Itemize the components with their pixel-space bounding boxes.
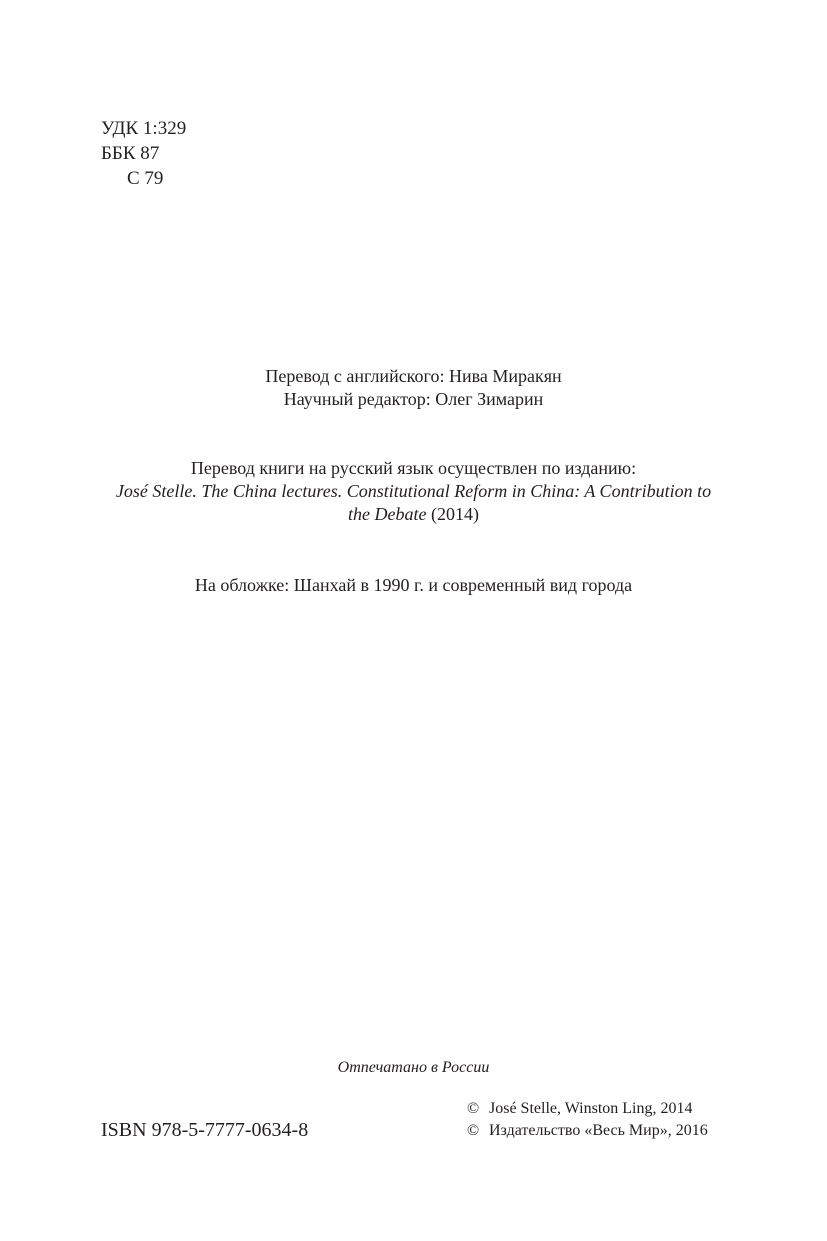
source-title-end: the Debate [348, 504, 427, 524]
source-title-line-2 [80, 503, 747, 526]
translator-credit: Перевод с английского: Нива Миракян [265, 366, 562, 386]
udk-code: УДК 1:329 [101, 118, 187, 139]
classification-codes [101, 116, 186, 191]
source-intro: Перевод книги на русский язык осуществлен по изданию: [190, 458, 637, 478]
editor-credit: Научный редактор: Олег Зимарин [283, 389, 544, 409]
copyright-publisher-text: Издательство «Весь Мир», 2016 [489, 1122, 708, 1139]
copyright-author-text: José Stelle, Winston Ling, 2014 [489, 1100, 693, 1117]
printed-in-note: Отпечатано в России [337, 1059, 490, 1076]
copyright-line-publisher [467, 1120, 708, 1142]
author-mark: С 79 [127, 168, 164, 189]
source-title-line-1: José Stelle. The China lectures. Constitutional Reform in China: A Contribution to [115, 481, 712, 501]
bbk-code: ББК 87 [101, 143, 160, 164]
copyright-block [467, 1098, 708, 1142]
credits-block [80, 365, 747, 411]
copyright-line-author [467, 1098, 708, 1120]
copyright-symbol: © [467, 1122, 480, 1139]
copyright-symbol: © [467, 1100, 480, 1117]
source-edition-block [80, 457, 747, 526]
source-year: (2014) [430, 504, 479, 524]
cover-note: На обложке: Шанхай в 1990 г. и современный вид города [194, 575, 633, 595]
isbn-number: ISBN 978-5-7777-0634-8 [101, 1119, 309, 1141]
